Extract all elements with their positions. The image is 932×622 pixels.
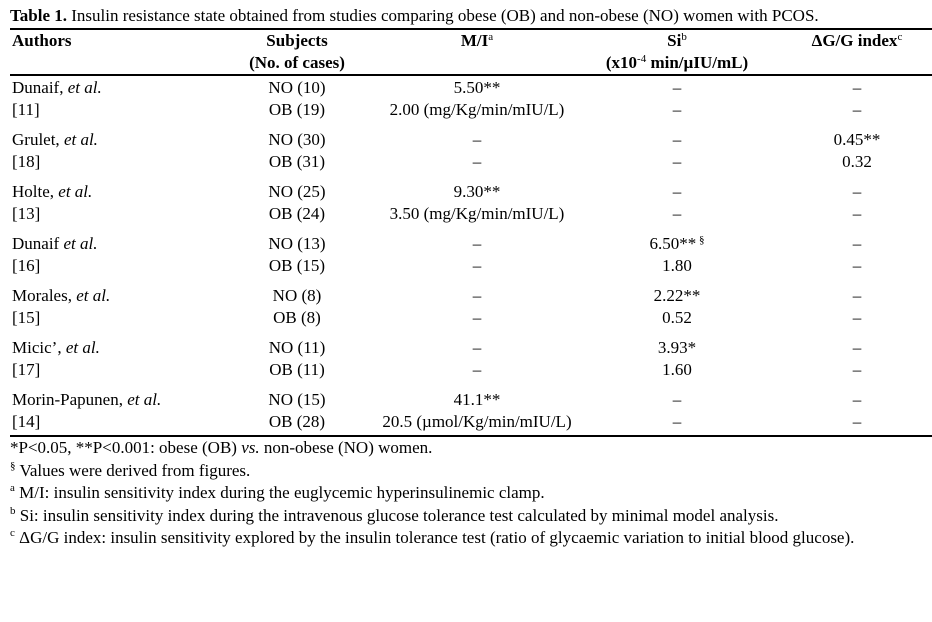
header-mi-label: M/I [460,31,489,50]
insulin-resistance-table [10,28,932,437]
fn-b-symbol: b [10,504,16,517]
table-row [10,203,932,232]
mi-cell: 5.50** [453,78,501,97]
header-dg-cont [782,52,932,75]
table-row [10,75,932,99]
author-cell [10,388,212,411]
si-cell: 1.60 [662,360,692,379]
author-etal: et al. [127,390,162,409]
table-row [10,99,932,128]
subjects-cell: OB (8) [273,308,321,327]
mi-cell: – [472,286,482,305]
fn-sig-vs: vs. [241,438,260,457]
mi-cell: 2.00 (mg/Kg/min/mIU/L) [389,100,565,119]
header-row-2 [10,52,932,75]
si-cell: – [672,390,682,409]
mi-cell: – [472,152,482,171]
si-cell: 3.93* [657,338,697,357]
table-body [10,75,932,436]
author-name: Dunaif, [12,78,68,97]
mi-cell: 20.5 (µmol/Kg/min/mIU/L) [382,411,572,436]
table-footnotes [10,437,930,550]
ref-cell: [14] [10,411,212,436]
footnote-significance [10,437,930,460]
table-row [10,336,932,359]
subjects-cell: NO (13) [268,234,326,253]
fn-c-symbol: c [10,527,15,539]
fn-sig-pre: *P<0.05, **P<0.001: obese (OB) [10,438,242,457]
dg-cell: – [852,100,862,119]
mi-cell: 9.30** [453,182,501,201]
derived-from-figure-mark: § [696,234,705,246]
subjects-cell: NO (25) [268,182,326,201]
dg-cell: – [852,182,862,201]
author-name: Grulet, [12,130,64,149]
subjects-cell: NO (15) [268,390,326,409]
table-row [10,255,932,284]
dg-cell: – [852,256,862,275]
si-cell: – [672,100,682,119]
header-si [572,29,782,52]
subjects-cell: OB (31) [268,152,326,171]
ref-cell: [11] [12,100,40,119]
header-si-label: Si [667,31,682,50]
subjects-cell: OB (15) [268,256,326,275]
table-row [10,284,932,307]
dg-cell: – [852,360,862,379]
dg-cell: – [852,234,862,253]
footnote-a [10,482,930,505]
si-cell [572,232,782,255]
table-row [10,411,932,436]
author-etal: et al. [67,78,102,97]
author-cell [10,336,212,359]
si-cell: – [672,182,682,201]
si-cell: 1.80 [662,256,692,275]
dg-cell: – [852,78,862,97]
author-name: Dunaif [12,234,64,253]
table-row [10,388,932,411]
ref-cell: [18] [12,152,41,171]
si-cell: – [672,204,682,223]
header-mi-sup: a [488,31,494,43]
author-etal: et al. [65,338,100,357]
fn-sig-post: non-obese (NO) women. [259,438,433,457]
si-cell: – [672,130,682,149]
subjects-cell: OB (28) [212,411,382,436]
header-dg-sup: c [897,31,903,43]
author-name: Holte, [12,182,59,201]
author-name: Morin-Papunen, [12,390,128,409]
author-cell [10,75,212,99]
author-etal: et al. [63,234,98,253]
ref-cell: [17] [12,360,41,379]
footnote-figures [10,460,930,483]
author-cell [10,284,212,307]
ref-cell: [13] [12,204,41,223]
author-etal: et al. [58,182,93,201]
mi-cell: – [472,130,482,149]
header-mi [382,29,572,52]
table-row [10,151,932,180]
header-subjects: Subjects [212,29,382,52]
dg-cell: – [852,308,862,327]
table-row [10,359,932,388]
si-cell: 0.52 [662,308,692,327]
fn-fig-text: Values were derived from figures. [15,460,251,480]
table-header [10,29,932,75]
dg-cell: – [852,286,862,305]
subjects-cell: NO (10) [268,78,326,97]
si-unit-exp: -4 [637,53,647,65]
fn-a-text: M/I: insulin sensitivity index during the euglycemic hyperinsulinemic clamp. [14,483,545,502]
dg-cell: – [782,411,932,436]
header-subjects-cases: (No. of cases) [212,52,382,75]
author-etal: et al. [63,130,98,149]
subjects-cell: OB (11) [269,360,325,379]
ref-cell: [16] [12,256,41,275]
footnote-b [10,505,930,528]
subjects-cell: NO (11) [268,338,326,357]
table-label: Table 1. [10,6,68,25]
dg-cell: – [852,204,862,223]
header-si-sup: b [681,31,687,43]
si-cell: – [672,78,682,97]
si-cell: 2.22** [653,286,701,305]
footnote-c [10,527,930,550]
fn-fig-symbol: § [10,459,16,472]
mi-cell: 41.1** [453,390,501,409]
header-dg-label: ΔG/G index [811,31,898,50]
subjects-cell: OB (24) [268,204,326,223]
mi-cell: 3.50 (mg/Kg/min/mIU/L) [389,204,565,223]
subjects-cell: NO (30) [268,130,326,149]
header-authors: Authors [10,29,212,52]
table-row [10,180,932,203]
header-authors-cont [10,52,212,75]
header-mi-cont [382,52,572,75]
mi-cell: – [472,338,482,357]
table-row [10,128,932,151]
si-cell: – [572,411,782,436]
caption-text: Insulin resistance state obtained from studies comparing obese (OB) and non-obese (NO) women with PCOS. [67,6,819,25]
mi-cell: – [472,360,482,379]
subjects-cell: OB (19) [268,100,326,119]
table-row [10,232,932,255]
fn-a-symbol: a [10,482,15,494]
header-si-unit [572,52,782,75]
subjects-cell: NO (8) [272,286,322,305]
author-cell [10,232,212,255]
si-value: 6.50** [649,234,697,253]
dg-cell: – [852,390,862,409]
author-cell [10,180,212,203]
header-row-1 [10,29,932,52]
table-row [10,307,932,336]
dg-cell: 0.45** [833,130,881,149]
si-unit-post: min/µIU/mL) [646,53,749,72]
si-cell: – [672,152,682,171]
dg-cell: – [852,338,862,357]
mi-cell: – [472,234,482,253]
author-name: Morales, [12,286,77,305]
si-unit-pre: (x10 [605,53,638,72]
mi-cell: – [472,308,482,327]
dg-cell: 0.32 [842,152,872,171]
ref-cell: [15] [12,308,41,327]
mi-cell: – [472,256,482,275]
header-dg [782,29,932,52]
author-etal: et al. [76,286,111,305]
fn-b-text: Si: insulin sensitivity index during the intravenous glucose tolerance test calculated by minimal model analysis. [15,505,779,525]
author-name: Micic’, [12,338,66,357]
fn-c-text: ΔG/G index: insulin sensitivity explored by the insulin tolerance test (ratio of glycaemic variation to initial blood glucose). [14,528,855,547]
author-cell [10,128,212,151]
table-caption [10,5,930,26]
